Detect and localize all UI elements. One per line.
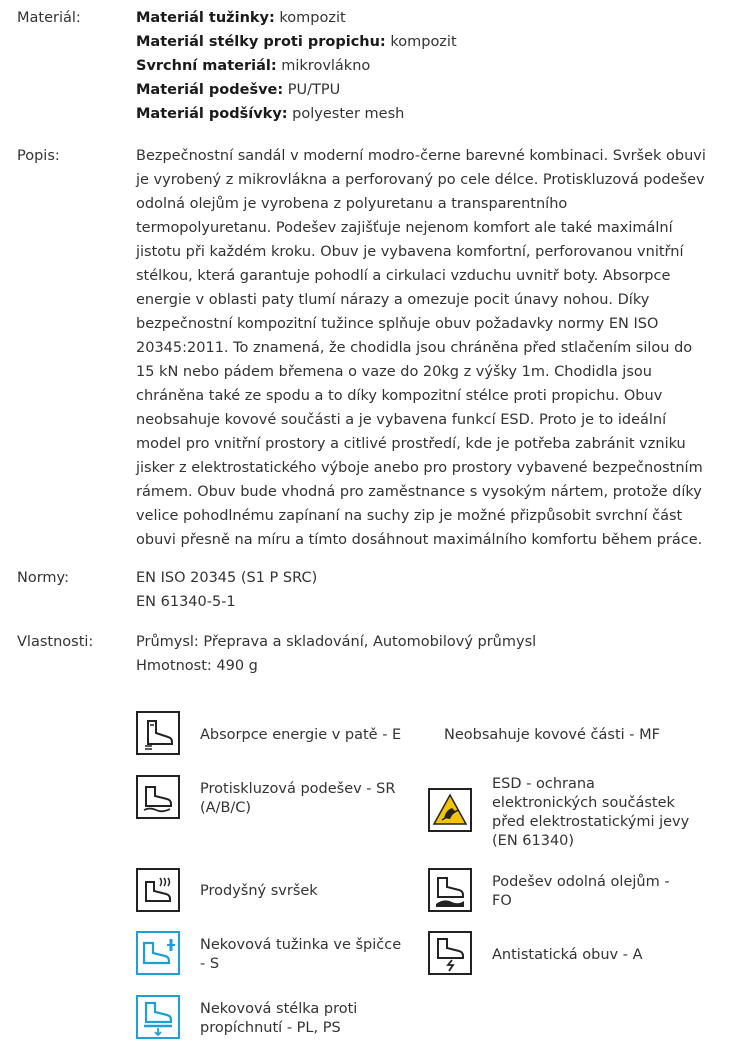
popis-line: 20345:2011. To znamená, že chodidla jsou chráněna před stlačením silou do [136,340,693,356]
popis-line: termopolyuretanu. Podešev zajišťuje nejenom komfort ale také maximální [136,220,673,236]
material-item [136,30,696,54]
oil-resistant-sole-icon [428,868,472,912]
popis-label: Popis: [17,148,60,164]
feature-esd [428,775,728,855]
heel-absorption-icon [136,711,180,755]
feature-line: Absorpce energie v patě - E [200,727,402,743]
popis-line: jistotu při každém kroku. Obuv je vybavena komfortní, perforovanou vnitřní [136,244,684,260]
material-values [136,6,696,126]
popis-line: odolná olejům je vyrobena z polyuretanu a transparentního [136,196,568,212]
feature-text [444,726,660,745]
material-item-value: PU/TPU [283,82,341,98]
popis-line: je vyrobený z mikrovlákna a perforovaný po cele délce. Protiskluzová podešev [136,172,705,188]
material-item [136,78,696,102]
material-item-name: Materiál tužinky: [136,10,275,26]
material-section [0,6,736,130]
popis-section [0,144,736,556]
popis-line: Bezpečnostní sandál v moderní modro-černe barevné kombinaci. Svršek obuvi [136,148,706,164]
breathable-upper-icon [136,868,180,912]
feature-text [200,780,395,818]
vlastnosti-line: Hmotnost: 490 g [136,658,258,674]
material-item-name: Svrchní materiál: [136,58,277,74]
vlastnosti-label: Vlastnosti: [17,634,94,650]
popis-line: energie v oblasti paty tlumí nárazy a omezuje pocit únavy nohou. Díky [136,292,650,308]
feature-prodysny [136,868,416,914]
feature-line: (A/B/C) [200,800,252,816]
normy-line: EN ISO 20345 (S1 P SRC) [136,570,318,586]
popis-line: velice pohodlnému zapínaní na suchy zip je možné přizpůsobit svrchní část [136,508,683,524]
popis-line: rámem. Obuv bude vhodná pro zaměstnance s vysokým nártem, protože díky [136,484,702,500]
popis-line: obuvi přesně na míru a tímto dosáhnout maximálního komfortu během práce. [136,532,703,548]
feature-text [492,873,670,911]
material-item-name: Materiál podešve: [136,82,284,98]
feature-absorpce [136,711,416,757]
popis-line: jisker z elektrostatického výboje anebo pro prostory vybavené bezpečnostním [136,460,703,476]
normy-label: Normy: [17,570,69,586]
popis-line: chráněna také ze spodu a to díky kompozitní stélce proti propichu. Obuv [136,388,663,404]
normy-section [0,566,736,616]
material-item-value: mikrovlákno [276,58,371,74]
vlastnosti-section [0,630,736,680]
feature-line: Protiskluzová podešev - SR [200,781,396,797]
vlastnosti-line: Průmysl: Přeprava a skladování, Automobilový průmysl [136,634,537,650]
feature-line: ESD - ochrana [492,776,595,792]
material-item [136,54,696,78]
vlastnosti-values [136,630,696,678]
feature-line: Nekovová stélka proti [200,1001,358,1017]
normy-line: EN 61340-5-1 [136,594,236,610]
feature-stelka [136,995,416,1043]
feature-text [200,936,401,974]
feature-line: - S [200,956,220,972]
anti-slip-sole-icon [136,775,180,819]
material-item-value: kompozit [274,10,346,26]
feature-line: Neobsahuje kovové části - MF [444,727,660,743]
material-label: Materiál: [17,10,81,26]
feature-antistat [428,931,718,979]
material-item-value: polyester mesh [287,106,405,122]
feature-text [200,1000,357,1038]
feature-line: před elektrostatickými jevy [492,814,690,830]
esd-warning-icon [428,788,472,832]
feature-line: propíchnutí - PL, PS [200,1020,341,1036]
popis-line: stélkou, která garantuje pohodlí a cirkulaci vzduchu uvnitř boty. Absorpce [136,268,671,284]
feature-kovove [444,711,704,757]
feature-line: FO [492,893,512,909]
feature-line: Podešev odolná olejům - [492,874,670,890]
antistatic-shoe-icon [428,931,472,975]
popis-line: 15 kN nebo pádem břemena o vaze do 20kg z výšky 1m. Chodidla jsou [136,364,652,380]
material-item [136,102,696,126]
feature-line: elektronických součástek [492,795,675,811]
feature-line: Antistatická obuv - A [492,947,643,963]
popis-line: bezpečnostní kompozitní tužince splňuje obuv požadavky normy EN ISO [136,316,659,332]
popis-line: model pro vnitřní prostory a citlivé prostředí, kde je potřeba zabránit vzniku [136,436,686,452]
feature-text [492,775,689,851]
nonmetal-insole-icon [136,995,180,1039]
feature-text [200,882,318,901]
material-item-name: Materiál stélky proti propichu: [136,34,386,50]
normy-values [136,566,696,614]
feature-olej [428,868,718,914]
feature-text [492,946,643,965]
popis-line: neobsahuje kovové součásti a je vybavena funkcí ESD. Proto je to ideální [136,412,667,428]
feature-protiskluz [136,775,416,821]
feature-line: Prodyšný svršek [200,883,318,899]
popis-text [136,144,706,552]
material-item-value: kompozit [385,34,457,50]
nonmetal-toecap-icon [136,931,180,975]
feature-text [200,726,401,745]
material-item-name: Materiál podšívky: [136,106,288,122]
feature-tuzinka [136,931,416,979]
feature-line: (EN 61340) [492,833,575,849]
feature-line: Nekovová tužinka ve špičce [200,937,402,953]
material-item [136,6,696,30]
